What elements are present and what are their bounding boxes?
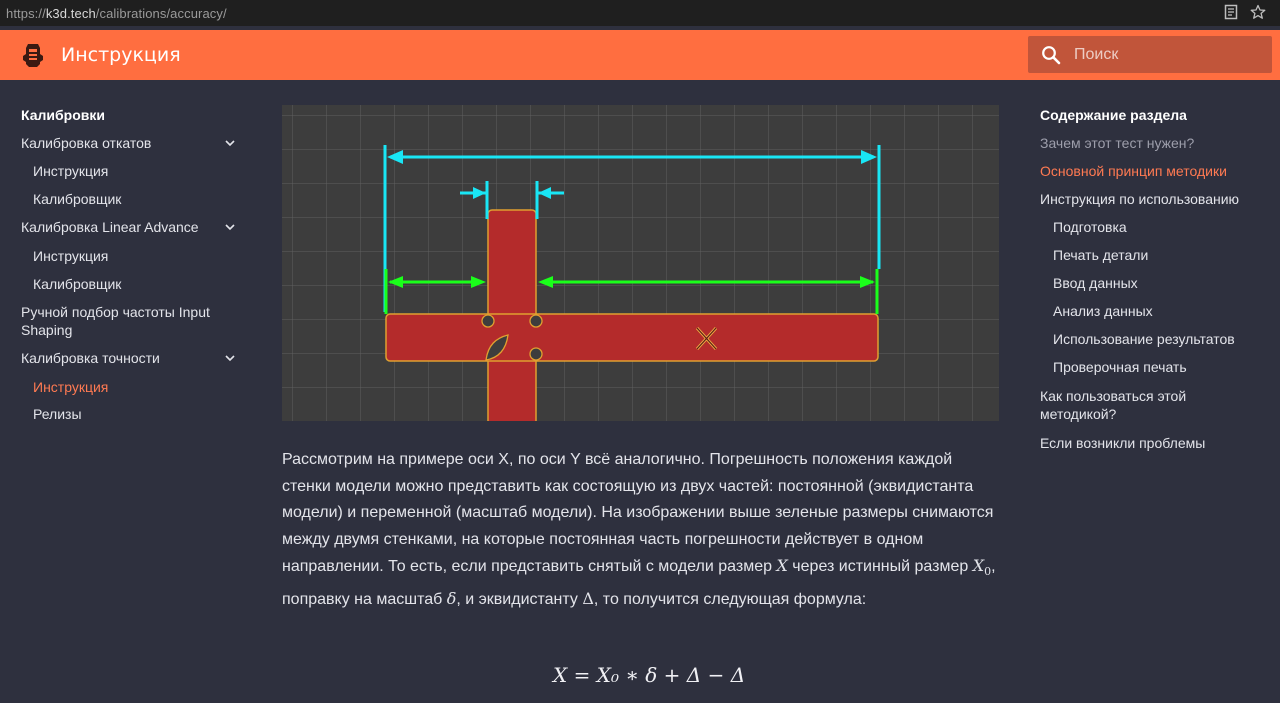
math-var-delta-equidistant: Δ bbox=[582, 588, 594, 608]
chevron-down-icon[interactable] bbox=[224, 352, 236, 364]
toc-item-preparation[interactable]: Подготовка bbox=[1053, 219, 1127, 235]
search-input[interactable] bbox=[1074, 36, 1264, 73]
toc-item-data-input[interactable]: Ввод данных bbox=[1053, 275, 1138, 291]
nav-item-instruction-active[interactable]: Инструкция bbox=[33, 379, 109, 395]
nav-item-label: Shaping bbox=[21, 322, 73, 338]
toc-item-label: Как пользоваться этой bbox=[1040, 388, 1187, 404]
chevron-down-icon[interactable] bbox=[224, 221, 236, 233]
math-var-x: X bbox=[776, 556, 788, 575]
nav-item-releases[interactable]: Релизы bbox=[33, 406, 82, 422]
browser-address-bar[interactable] bbox=[0, 0, 1280, 26]
formula: X = X₀ ∗ δ + Δ − Δ bbox=[553, 663, 746, 687]
page-title[interactable]: Инструкция bbox=[61, 44, 181, 66]
calibration-diagram bbox=[282, 105, 999, 421]
search-icon[interactable] bbox=[1041, 45, 1061, 65]
toc-title: Содержание раздела bbox=[1040, 107, 1187, 123]
paragraph-text: , и эквидистанту bbox=[456, 590, 583, 608]
chevron-down-icon[interactable] bbox=[224, 137, 236, 149]
toc-item-troubleshooting[interactable]: Если возникли проблемы bbox=[1040, 435, 1206, 451]
address-url[interactable]: https://k3d.tech/calibrations/accuracy/ bbox=[6, 5, 227, 21]
toc-item-how-to-use[interactable] bbox=[1040, 387, 1186, 423]
reader-view-icon[interactable] bbox=[1224, 4, 1238, 20]
nav-item-calibrator[interactable]: Калибровщик bbox=[33, 191, 122, 207]
nav-item-calibrator[interactable]: Калибровщик bbox=[33, 276, 122, 292]
toc-item-print-part[interactable]: Печать детали bbox=[1053, 247, 1149, 263]
bookmark-star-icon[interactable] bbox=[1250, 4, 1266, 20]
site-header bbox=[0, 30, 1280, 80]
nav-section-title: Калибровки bbox=[21, 107, 105, 123]
toc-item-label: методикой? bbox=[1040, 406, 1117, 422]
nav-item-retraction-calibration[interactable]: Калибровка откатов bbox=[21, 135, 152, 151]
content-paragraph bbox=[282, 447, 1002, 613]
paragraph-text: , то получится следующая формула: bbox=[593, 590, 867, 608]
nav-item-label: Ручной подбор частоты Input bbox=[21, 304, 210, 320]
paragraph-text: Рассмотрим на примере оси X, по оси Y всё аналогично. Погрешность положения каждой стенки модели можно представить как состоящую из двух частей: постоянной (эквидистанта модели) и переменной (масштаб модели). На изображении выше зеленые размеры снимаются между двумя стенками, на которые постоянная часть погрешности действует в одном направлении. То есть, если представить снятый с модели размер bbox=[282, 451, 994, 575]
calibration-diagram-graphic bbox=[282, 105, 999, 421]
nav-item-input-shaping[interactable] bbox=[21, 303, 210, 339]
nav-item-linear-advance[interactable]: Калибровка Linear Advance bbox=[21, 219, 199, 235]
toc-item-using-results[interactable]: Использование результатов bbox=[1053, 331, 1235, 347]
nav-item-accuracy-calibration[interactable]: Калибровка точности bbox=[21, 350, 160, 366]
toc-item-why-test[interactable]: Зачем этот тест нужен? bbox=[1040, 135, 1195, 151]
paragraph-text: , поправку на масштаб bbox=[282, 558, 996, 608]
math-subscript: 0 bbox=[984, 565, 992, 579]
search-box[interactable] bbox=[1028, 36, 1272, 73]
nav-item-instruction[interactable]: Инструкция bbox=[33, 248, 109, 264]
nav-item-instruction[interactable]: Инструкция bbox=[33, 163, 109, 179]
toc-item-usage-instruction[interactable]: Инструкция по использованию bbox=[1040, 191, 1240, 207]
math-var-delta-scale: δ bbox=[446, 588, 457, 608]
toc-item-data-analysis[interactable]: Анализ данных bbox=[1053, 303, 1153, 319]
paragraph-text: через истинный размер bbox=[787, 558, 973, 575]
math-var-x0: X bbox=[972, 556, 985, 575]
toc-item-main-principle[interactable]: Основной принцип методики bbox=[1040, 163, 1227, 179]
toc-item-verification-print[interactable]: Проверочная печать bbox=[1053, 359, 1187, 375]
k3d-logo-icon[interactable] bbox=[22, 42, 44, 68]
